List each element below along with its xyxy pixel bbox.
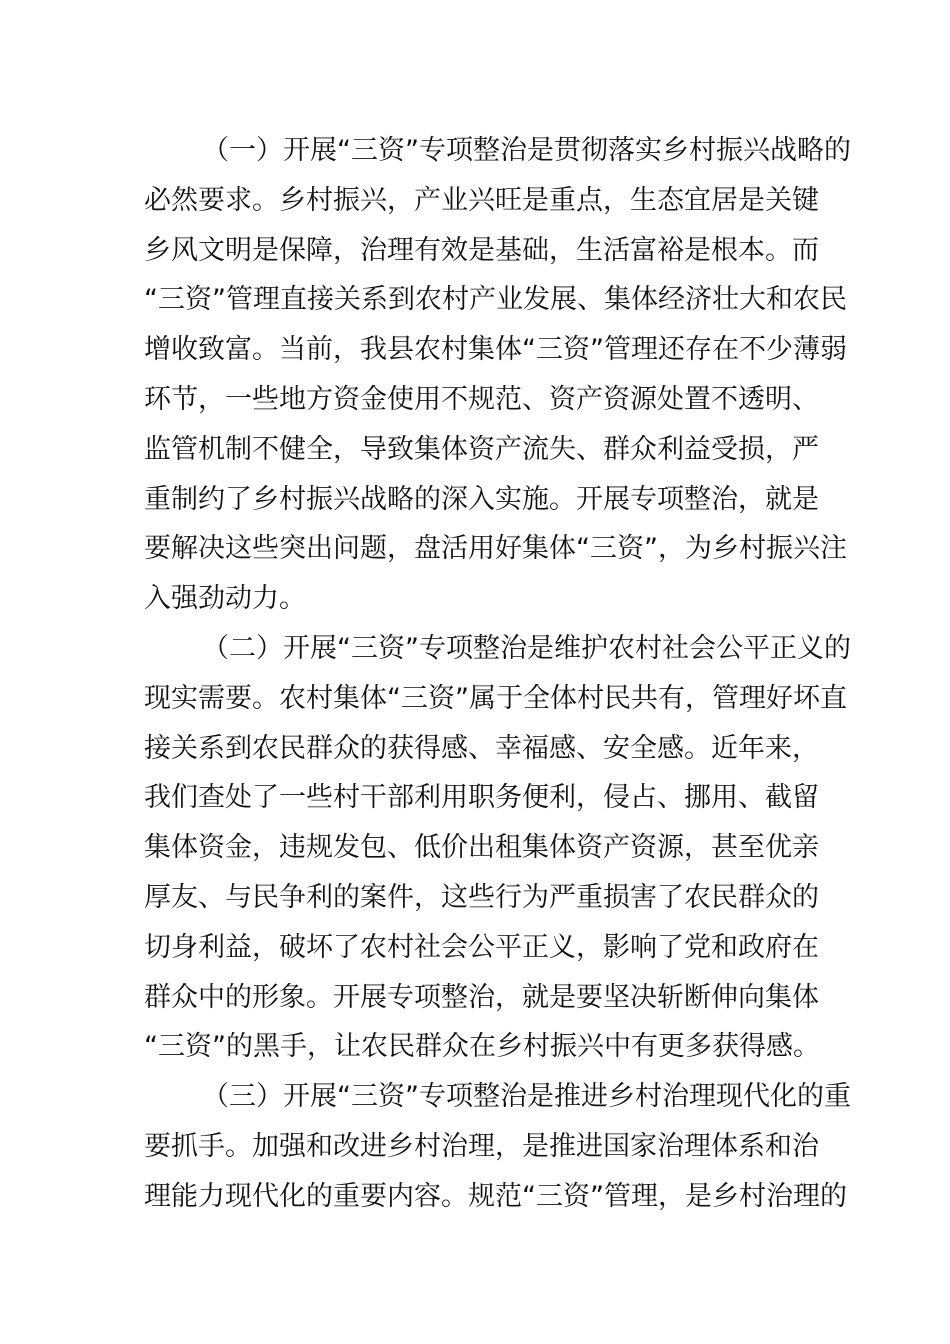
document-body xyxy=(144,126,851,1222)
text-line: 要解决这些突出问题，盘活用好集体“三资”，为乡村振兴注 xyxy=(144,533,847,565)
text-line: 重制约了乡村振兴战略的深入实施。开展专项整治，就是 xyxy=(144,483,819,515)
text-line: 增收致富。当前，我县农村集体“三资”管理还存在不少薄弱 xyxy=(144,334,847,366)
text-line: “三资”管理直接关系到农村产业发展、集体经济壮大和农民 xyxy=(144,284,847,316)
paragraph-3 xyxy=(144,1072,851,1221)
text-line: （三）开展“三资”专项整治是推进乡村治理现代化的重 xyxy=(202,1081,851,1113)
text-line: 必然要求。乡村振兴，产业兴旺是重点，生态宜居是关键 xyxy=(144,184,819,216)
text-line: 群众中的形象。开展专项整治，就是要坚决斩断伸向集体 xyxy=(144,981,819,1013)
text-line: 入强劲动力。 xyxy=(144,583,306,615)
text-line: （二）开展“三资”专项整治是维护农村社会公平正义的 xyxy=(202,632,851,664)
text-line: 环节，一些地方资金使用不规范、资产资源处置不透明、 xyxy=(144,383,819,415)
text-line: 乡风文明是保障，治理有效是基础，生活富裕是根本。而 xyxy=(144,234,819,266)
text-line: 监管机制不健全，导致集体资产流失、群众利益受损，严 xyxy=(144,433,819,465)
text-line: 现实需要。农村集体“三资”属于全体村民共有，管理好坏直 xyxy=(144,682,847,714)
text-line: 接关系到农民群众的获得感、幸福感、安全感。近年来， xyxy=(144,732,819,764)
text-line: （一）开展“三资”专项整治是贯彻落实乡村振兴战略的 xyxy=(202,135,851,166)
text-line: 切身利益，破坏了农村社会公平正义，影响了党和政府在 xyxy=(144,931,819,963)
text-line: 要抓手。加强和改进乡村治理，是推进国家治理体系和治 xyxy=(144,1130,819,1162)
text-line: 集体资金，违规发包、低价出租集体资产资源，甚至优亲 xyxy=(144,832,819,864)
paragraph-2 xyxy=(144,624,851,1072)
paragraph-1 xyxy=(144,126,851,624)
text-line: 我们查处了一些村干部利用职务便利，侵占、挪用、截留 xyxy=(144,782,819,814)
text-line: 厚友、与民争利的案件，这些行为严重损害了农民群众的 xyxy=(144,881,819,913)
text-line: 理能力现代化的重要内容。规范“三资”管理，是乡村治理的 xyxy=(144,1180,847,1212)
text-line: “三资”的黑手，让农民群众在乡村振兴中有更多获得感。 xyxy=(144,1031,820,1063)
